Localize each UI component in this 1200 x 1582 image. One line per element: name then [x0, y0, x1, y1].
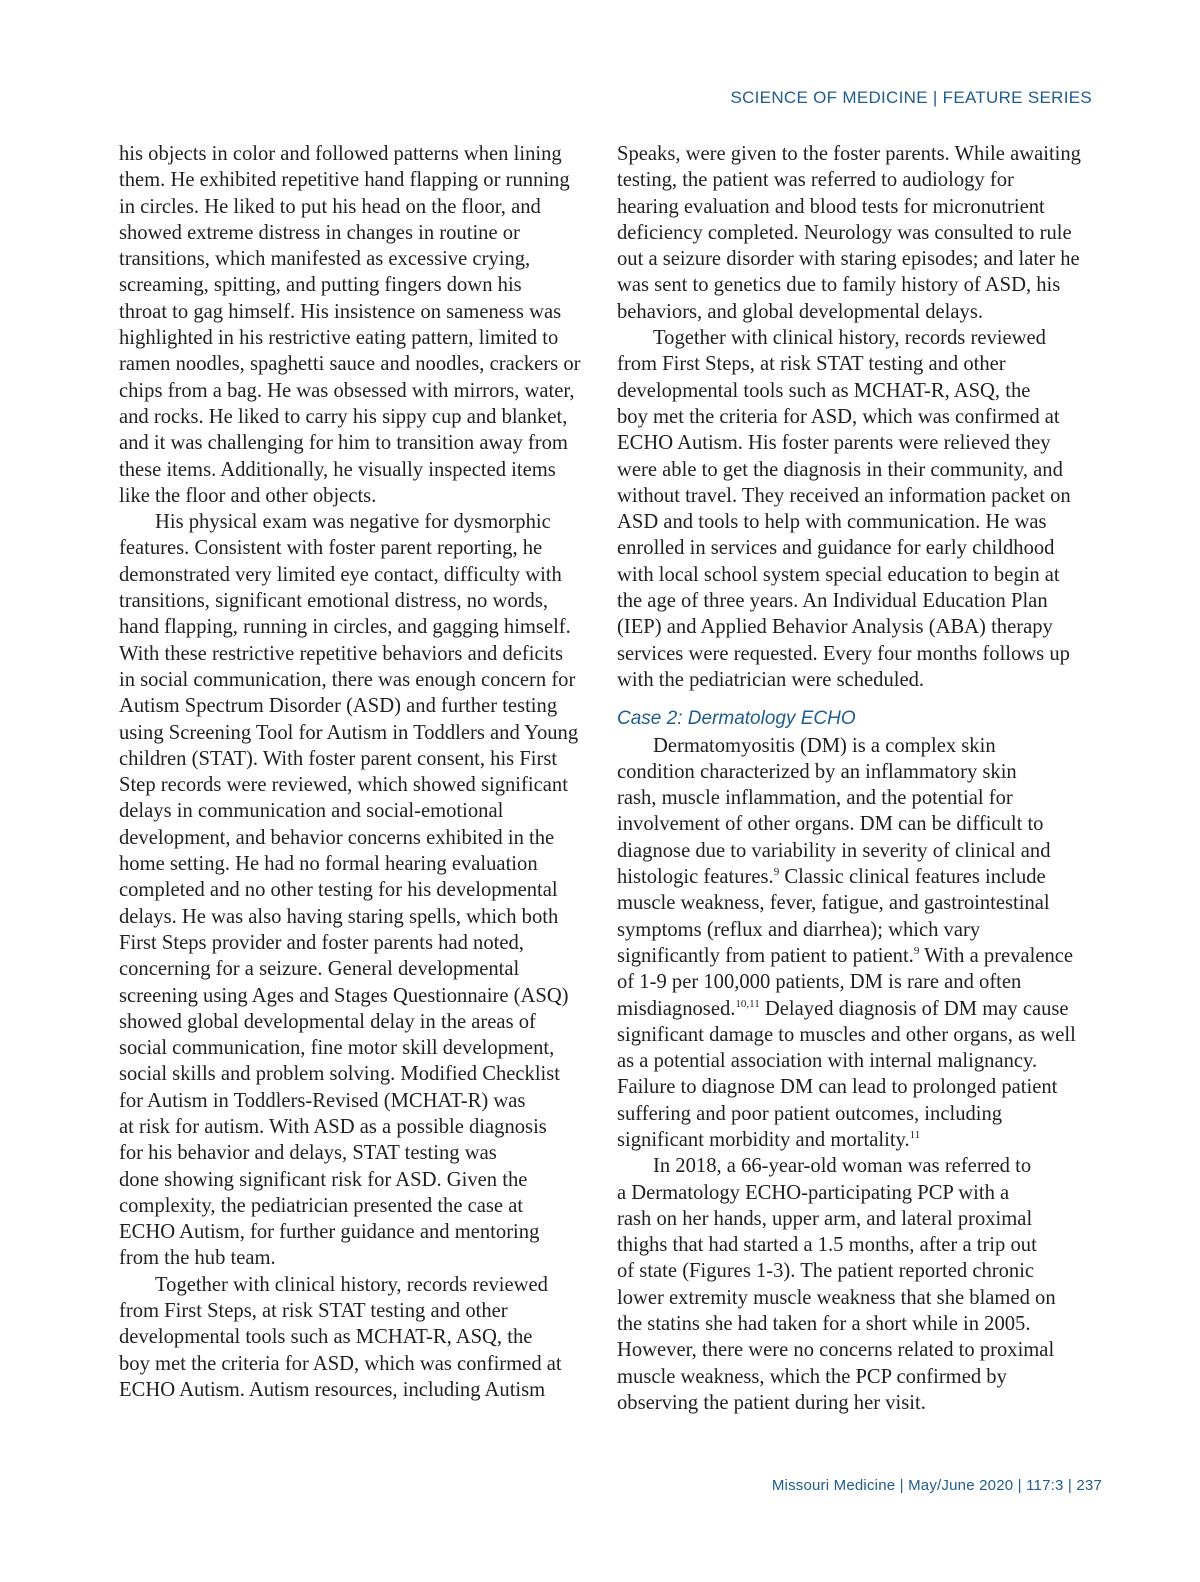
body-line: ASD and tools to help with communication. He was: [617, 511, 1047, 534]
line-text: significantly from patient to patient.: [617, 944, 914, 967]
body-line: (IEP) and Applied Behavior Analysis (ABA) therapy: [617, 616, 1053, 639]
body-line: children (STAT). With foster parent consent, his First: [119, 747, 558, 770]
body-line: delays. He was also having staring spells, which both: [119, 905, 559, 928]
body-line: from First Steps, at risk STAT testing and other: [119, 1300, 508, 1323]
body-line: rash, muscle inflammation, and the potential for: [617, 787, 1013, 810]
body-line: ECHO Autism, for further guidance and mentoring: [119, 1221, 540, 1244]
body-line: of 1-9 per 100,000 patients, DM is rare and often: [617, 971, 1022, 994]
body-line: for Autism in Toddlers-Revised (MCHAT-R) was: [119, 1089, 526, 1112]
citation-superscript: 9: [773, 866, 780, 879]
body-line: screaming, spitting, and putting fingers down his: [119, 274, 522, 297]
body-line-with-citation: [617, 1127, 1095, 1153]
body-line: involvement of other organs. DM can be difficult to: [617, 813, 1044, 836]
body-line: suffering and poor patient outcomes, including: [617, 1102, 1003, 1125]
body-line: significant damage to muscles and other organs, as well: [617, 1023, 1076, 1046]
body-line: and rocks. He liked to carry his sippy cup and blanket,: [119, 405, 568, 428]
body-line: muscle weakness, fever, fatigue, and gastrointestinal: [617, 892, 1050, 915]
paragraph-first-line: His physical exam was negative for dysmorphic: [155, 511, 551, 534]
body-line: muscle weakness, which the PCP confirmed by: [617, 1365, 1007, 1388]
line-text: With a prevalence: [919, 944, 1074, 967]
body-line: boy met the criteria for ASD, which was confirmed at: [617, 405, 1060, 428]
body-line: the age of three years. An Individual Education Plan: [617, 590, 1048, 613]
body-line: developmental tools such as MCHAT-R, ASQ, the: [119, 1326, 533, 1349]
body-line: features. Consistent with foster parent reporting, he: [119, 537, 543, 560]
body-line: hand flapping, running in circles, and gagging himself.: [119, 616, 571, 639]
body-line: social communication, fine motor skill development,: [119, 1037, 555, 1060]
citation-superscript: 11: [909, 1128, 921, 1141]
body-line: ramen noodles, spaghetti sauce and noodles, crackers or: [119, 353, 581, 376]
body-line: transitions, which manifested as excessive crying,: [119, 248, 531, 271]
citation-superscript: 10,11: [735, 997, 760, 1010]
line-text: histologic features.: [617, 866, 774, 889]
line-text: significant morbidity and mortality.: [617, 1128, 910, 1151]
body-line: chips from a bag. He was obsessed with mirrors, water,: [119, 379, 575, 402]
body-line: Autism Spectrum Disorder (ASD) and further testing: [119, 695, 558, 718]
body-line: for his behavior and delays, STAT testing was: [119, 1142, 497, 1165]
body-line: ECHO Autism. His foster parents were relieved they: [617, 432, 1051, 455]
body-line: from First Steps, at risk STAT testing and other: [617, 353, 1006, 376]
body-line: done showing significant risk for ASD. Given the: [119, 1168, 528, 1191]
body-line: complexity, the pediatrician presented the case at: [119, 1194, 524, 1217]
left-column: [119, 141, 597, 1403]
body-line: First Steps provider and foster parents had noted,: [119, 931, 524, 954]
body-line: in circles. He liked to put his head on the floor, and: [119, 195, 541, 218]
body-line: without travel. They received an information packet on: [617, 484, 1071, 507]
body-line: showed extreme distress in changes in routine or: [119, 221, 520, 244]
body-line: with local school system special education to begin at: [617, 563, 1060, 586]
paragraph-first-line: Dermatomyositis (DM) is a complex skin: [653, 734, 996, 757]
paragraph-first-line: Together with clinical history, records reviewed: [155, 1273, 548, 1296]
body-line: enrolled in services and guidance for early childhood: [617, 537, 1055, 560]
line-text: Classic clinical features include: [779, 866, 1046, 889]
body-line: them. He exhibited repetitive hand flapping or running: [119, 169, 570, 192]
body-line: ECHO Autism. Autism resources, including Autism: [119, 1378, 546, 1401]
paragraph-first-line: Together with clinical history, records reviewed: [653, 327, 1046, 350]
body-line: However, there were no concerns related to proximal: [617, 1339, 1055, 1362]
body-line: screening using Ages and Stages Questionnaire (ASQ): [119, 984, 569, 1007]
body-line: transitions, significant emotional distress, no words,: [119, 590, 548, 613]
body-line: demonstrated very limited eye contact, difficulty with: [119, 563, 562, 586]
body-line: rash on her hands, upper arm, and lateral proximal: [617, 1207, 1033, 1230]
body-line: completed and no other testing for his developmental: [119, 879, 558, 902]
body-line: boy met the criteria for ASD, which was confirmed at: [119, 1352, 562, 1375]
body-line: behaviors, and global developmental delays.: [617, 300, 984, 323]
body-line: out a seizure disorder with staring episodes; and later he: [617, 248, 1080, 271]
body-line: home setting. He had no formal hearing evaluation: [119, 853, 538, 876]
citation-superscript: 9: [913, 944, 920, 957]
line-text: Delayed diagnosis of DM may cause: [759, 997, 1069, 1020]
body-line: as a potential association with internal malignancy.: [617, 1050, 1038, 1073]
body-line: throat to gag himself. His insistence on sameness was: [119, 300, 562, 323]
body-line-with-citation: [617, 943, 1095, 969]
body-line: observing the patient during her visit.: [617, 1391, 926, 1414]
body-line: at risk for autism. With ASD as a possible diagnosis: [119, 1115, 547, 1138]
page-footer: Missouri Medicine | May/June 2020 | 117:3 | 237: [771, 1477, 1102, 1494]
body-line: and it was challenging for him to transition away from: [119, 432, 568, 455]
body-line: deficiency completed. Neurology was consulted to rule: [617, 221, 1072, 244]
body-line: the statins she had taken for a short while in 2005.: [617, 1313, 1031, 1336]
paragraph-first-line: In 2018, a 66-year-old woman was referred to: [653, 1155, 1032, 1178]
body-line: condition characterized by an inflammatory skin: [617, 760, 1017, 783]
body-line: with the pediatrician were scheduled.: [617, 668, 925, 691]
body-line: from the hub team.: [119, 1247, 276, 1270]
body-line-with-citation: [617, 864, 1095, 890]
body-line: showed global developmental delay in the areas of: [119, 1010, 536, 1033]
line-text: misdiagnosed.: [617, 997, 736, 1020]
body-line: testing, the patient was referred to audiology for: [617, 169, 1014, 192]
body-line: highlighted in his restrictive eating pattern, limited to: [119, 327, 559, 350]
body-line: using Screening Tool for Autism in Toddlers and Young: [119, 721, 579, 744]
body-line: were able to get the diagnosis in their community, and: [617, 458, 1063, 481]
body-line: a Dermatology ECHO-participating PCP with a: [617, 1181, 1010, 1204]
body-line: development, and behavior concerns exhibited in the: [119, 826, 555, 849]
body-line: in social communication, there was enough concern for: [119, 668, 576, 691]
body-line: social skills and problem solving. Modified Checklist: [119, 1063, 561, 1086]
body-line: symptoms (reflux and diarrhea); which vary: [617, 918, 981, 941]
right-column: [617, 141, 1095, 1416]
body-line: Failure to diagnose DM can lead to prolonged patient: [617, 1076, 1058, 1099]
body-line: developmental tools such as MCHAT-R, ASQ, the: [617, 379, 1031, 402]
body-line: his objects in color and followed patterns when lining: [119, 143, 562, 165]
body-line: was sent to genetics due to family history of ASD, his: [617, 274, 1061, 297]
body-line: these items. Additionally, he visually inspected items: [119, 458, 556, 481]
body-line: thighs that had started a 1.5 months, after a trip out: [617, 1234, 1037, 1257]
body-line: hearing evaluation and blood tests for micronutrient: [617, 195, 1045, 218]
section-gap: [617, 693, 1095, 706]
body-line: of state (Figures 1-3). The patient reported chronic: [617, 1260, 1035, 1283]
body-line: With these restrictive repetitive behaviors and deficits: [119, 642, 564, 665]
running-header: SCIENCE OF MEDICINE | FEATURE SERIES: [730, 88, 1092, 107]
body-line: lower extremity muscle weakness that she blamed on: [617, 1286, 1056, 1309]
body-line: like the floor and other objects.: [119, 484, 377, 507]
body-line: services were requested. Every four months follows up: [617, 642, 1070, 665]
body-line: concerning for a seizure. General developmental: [119, 958, 520, 981]
body-line: diagnose due to variability in severity of clinical and: [617, 839, 1051, 862]
body-line: Step records were reviewed, which showed significant: [119, 774, 568, 797]
body-line-with-citation: [617, 996, 1095, 1022]
body-line: delays in communication and social-emotional: [119, 800, 504, 823]
section-subheading: Case 2: Dermatology ECHO: [617, 708, 856, 730]
body-line: Speaks, were given to the foster parents. While awaiting: [617, 143, 1081, 165]
